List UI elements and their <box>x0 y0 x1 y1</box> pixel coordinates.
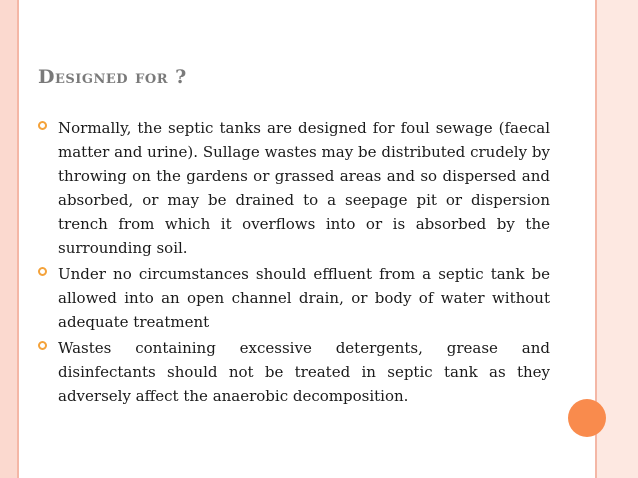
bullet-list <box>38 116 550 410</box>
left-border-line <box>17 0 19 478</box>
list-item <box>38 336 550 408</box>
list-item <box>38 116 550 260</box>
bullet-ring-icon <box>38 121 47 130</box>
right-border-strip <box>597 0 638 478</box>
bullet-ring-icon <box>38 267 47 276</box>
list-item <box>38 262 550 334</box>
bullet-text: Under no circumstances should effluent from a septic tank be allowed into an open channel drain, or body of water without adequate treatment <box>58 265 550 331</box>
bullet-ring-icon <box>38 341 47 350</box>
left-border-strip <box>0 0 17 478</box>
bullet-text: Wastes containing excessive detergents, grease and disinfectants should not be treated in septic tank as they adversely affect the anaerobic decomposition. <box>58 339 550 405</box>
decorative-circle-icon <box>568 399 606 437</box>
bullet-text: Normally, the septic tanks are designed for foul sewage (faecal matter and urine). Sullage wastes may be distributed crudely by throwing on the gardens or grassed areas and so dispersed and absorbed, or may be drained to a seepage pit or dispersion trench from which it overflows into or is absorbed by the surrounding soil. <box>58 119 550 257</box>
slide-title: Designed for ? <box>38 66 187 88</box>
